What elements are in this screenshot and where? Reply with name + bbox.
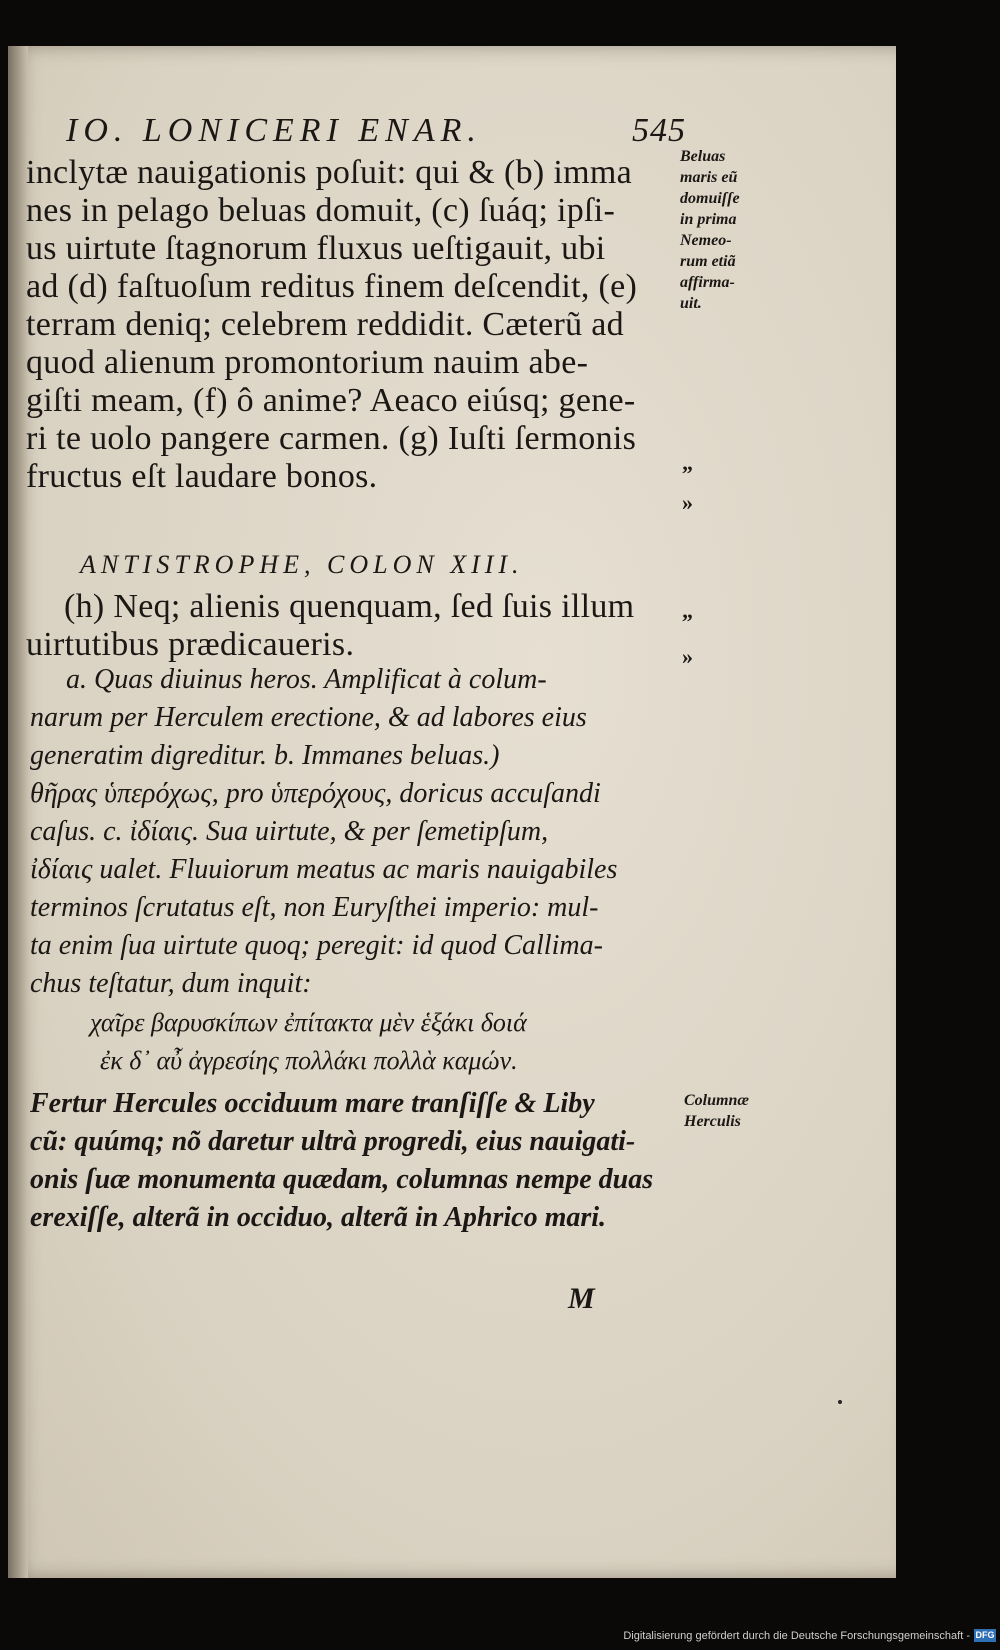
signature-mark: M (568, 1282, 595, 1315)
margin-note-line: Columnæ (684, 1092, 749, 1109)
running-title: IO. LONICERI ENAR. (66, 112, 482, 149)
margin-note-line: in prima (680, 211, 737, 228)
commentary-line: cũ: quúmq; nõ daretur ultrà progredi, eius nauigati- (30, 1126, 636, 1157)
commentary-line: θῆρας ὑπερόχως, pro ὑπερόχους, doricus accuſandi (30, 778, 601, 809)
commentary-line: caſus. c. ἰδίαις. Sua uirtute, & per ſemetipſum, (30, 816, 549, 847)
body-line: ad (d) faſtuoſum reditus finem deſcendit, (e) (26, 268, 638, 305)
commentary-line: chus teſtatur, dum inquit: (30, 968, 312, 999)
commentary-line: ta enim ſua uirtute quoq; peregit: id quod Callima- (30, 930, 603, 961)
commentary-line: erexiſſe, alterã in occiduo, alterã in Aphrico mari. (30, 1202, 607, 1233)
margin-note-line: affirma- (680, 274, 735, 291)
margin-note-columnae (684, 1090, 749, 1132)
body-line: us uirtute ſtagnorum fluxus ueſtigauit, ubi (26, 230, 606, 267)
commentary-line: narum per Herculem erectione, & ad labores eius (30, 702, 587, 733)
body-line: giſti meam, (f) ô anime? Aeaco eiúsq; gene- (26, 382, 636, 419)
quote-mark: » (682, 644, 693, 669)
body-line: inclytæ nauigationis poſuit: qui & (b) imma (26, 154, 632, 191)
quote-mark: „ (682, 598, 693, 623)
commentary-line: generatim digreditur. b. Immanes beluas.) (30, 740, 500, 771)
body-line: nes in pelago beluas domuit, (c) ſuáq; ipſi- (26, 192, 616, 229)
body-line: terram deniq; celebrem reddidit. Cæterũ ad (26, 306, 624, 343)
margin-note-line: Herculis (684, 1113, 741, 1130)
commentary-line: onis ſuæ monumenta quædam, columnas nempe duas (30, 1164, 654, 1195)
margin-note-line: maris eũ (680, 169, 738, 186)
quote-mark: » (682, 490, 693, 515)
body-line: ri te uolo pangere carmen. (g) Iuſti ſermonis (26, 420, 637, 457)
margin-note-line: Beluas (680, 148, 726, 165)
footer-bar (0, 1624, 1000, 1650)
commentary-line: terminos ſcrutatus eſt, non Euryſthei imperio: mul- (30, 892, 599, 923)
section-heading: ANTISTROPHE, COLON XIII. (80, 550, 524, 579)
book-page (8, 46, 896, 1578)
page-number: 545 (632, 112, 686, 149)
footer-credit: Digitalisierung gefördert durch die Deutsche Forschungsgemeinschaft - (623, 1630, 970, 1642)
margin-note-line: uit. (680, 295, 702, 312)
antistrophe-line: (h) Neq; alienis quenquam, ſed ſuis illum (64, 588, 635, 625)
commentary-line: ἰδίαις ualet. Fluuiorum meatus ac maris nauigabiles (30, 854, 618, 885)
commentary-line: Fertur Hercules occiduum mare tranſiſſe & Liby (30, 1088, 595, 1119)
greek-quote-line: ἐκ δ᾽ αὖ ἀγρεσίης πολλάκι πολλὰ καμών. (100, 1046, 518, 1075)
greek-quote-line: χαῖρε βαρυσκίπων ἐπίτακτα μὲν ἑξάκι δοιά (90, 1008, 527, 1037)
paper-speck (838, 1400, 842, 1404)
body-line: fructus eſt laudare bonos. (26, 458, 378, 495)
margin-note-line: Nemeo- (680, 232, 732, 249)
margin-note-beluas (680, 146, 740, 314)
quote-mark: „ (682, 450, 693, 475)
margin-note-line: domuiſſe (680, 190, 740, 207)
margin-note-line: rum etiã (680, 253, 736, 270)
commentary-line: a. Quas diuinus heros. Amplificat à colum- (66, 664, 547, 695)
dfg-logo-icon: DFG (975, 1630, 995, 1640)
page-gutter-shadow (8, 46, 28, 1578)
body-line: quod alienum promontorium nauim abe- (26, 344, 589, 381)
antistrophe-line: uirtutibus prædicaueris. (26, 626, 355, 663)
